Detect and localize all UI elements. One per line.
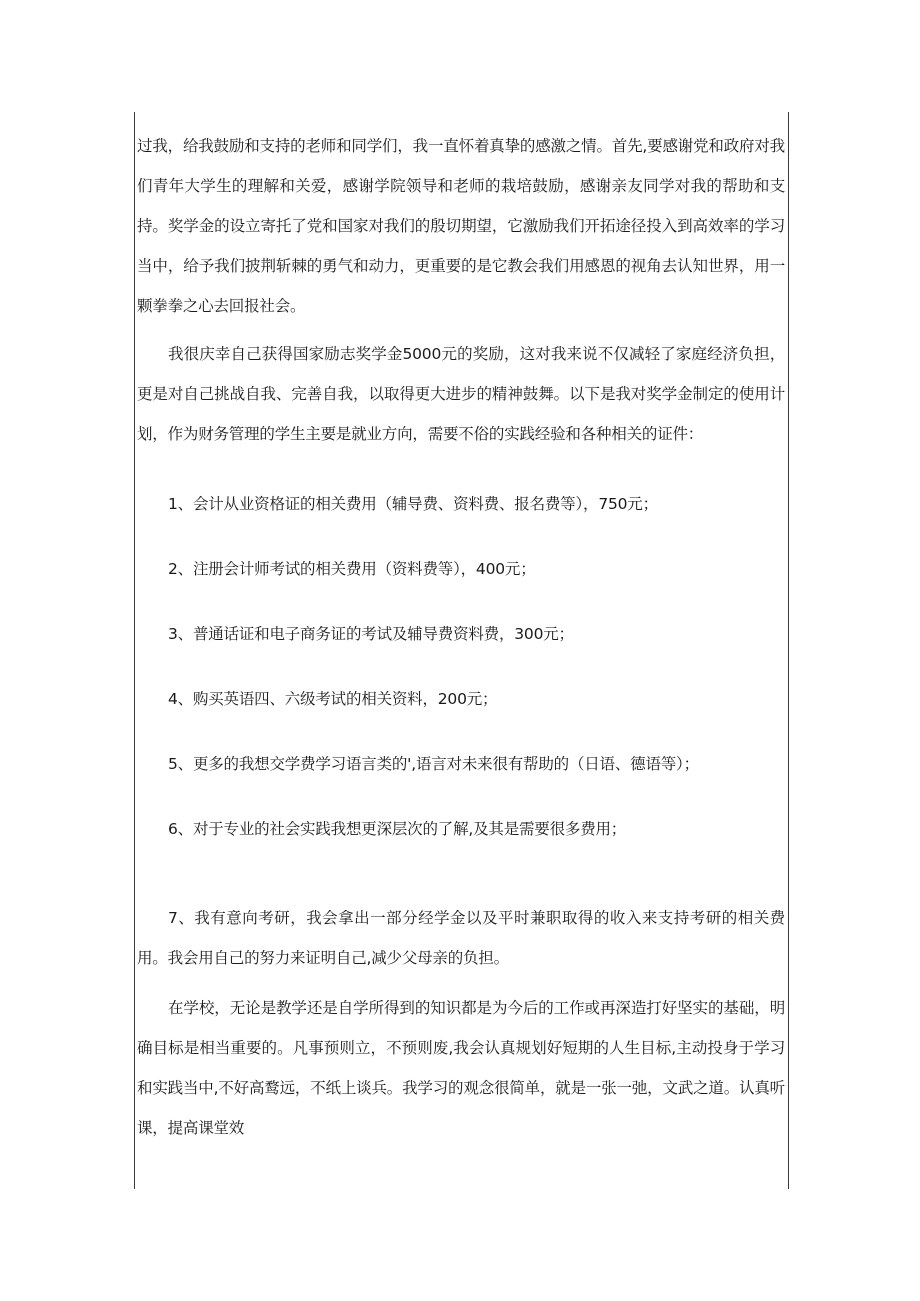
paragraph-study-goals: 在学校，无论是教学还是自学所得到的知识都是为今后的工作或再深造打好坚实的基础，明确目标是相当重要的。凡事预则立，不预则废,我会认真规划好短期的人生目标,主动投身于学习和实践当中,不好高鹜远，不纸上谈兵。我学习的观念很简单，就是一张一弛，文武之道。认真听课，提高课堂效 [137,999,785,1137]
left-margin-rule [134,112,135,1189]
list-item: 2、注册会计师考试的相关费用（资料费等），400元； [168,560,536,578]
paragraph-scholarship-plan: 我很庆幸自己获得国家励志奖学金5000元的奖励，这对我来说不仅减轻了家庭经济负担，更是对自己挑战自我、完善自我，以取得更大进步的精神鼓舞。以下是我对奖学金制定的使用计划，作为财务管理的学生主要是就业方向，需要不俗的实践经验和各种相关的证件： [137,345,785,443]
list-item: 1、会计从业资格证的相关费用（辅导费、资料费、报名费等），750元； [168,495,658,513]
list-item: 7、我有意向考研，我会拿出一部分经学金以及平时兼职取得的收入来支持考研的相关费用。我会用自己的努力来证明自己,减少父母亲的负担。 [137,909,785,967]
right-margin-rule [788,112,789,1189]
list-item: 4、购买英语四、六级考试的相关资料，200元； [168,690,498,708]
list-item: 6、对于专业的社会实践我想更深层次的了解,及其是需要很多费用； [168,820,627,838]
list-item: 3、普通话证和电子商务证的考试及辅导费资料费，300元； [168,625,574,643]
paragraph-gratitude: 过我，给我鼓励和支持的老师和同学们，我一直怀着真挚的感激之情。首先,要感谢党和政府对我们青年大学生的理解和关爱，感谢学院领导和老师的栽培鼓励，感谢亲友同学对我的帮助和支持。奖学金的设立寄托了党和国家对我们的殷切期望，它激励我们开拓途径投入到高效率的学习当中，给予我们披荆斩棘的勇气和动力，更重要的是它教会我们用感恩的视角去认知世界，用一颗拳拳之心去回报社会。 [137,137,785,315]
list-item: 5、更多的我想交学费学习语言类的',语言对未来很有帮助的（日语、德语等）； [168,755,699,773]
document-body [137,126,785,1148]
